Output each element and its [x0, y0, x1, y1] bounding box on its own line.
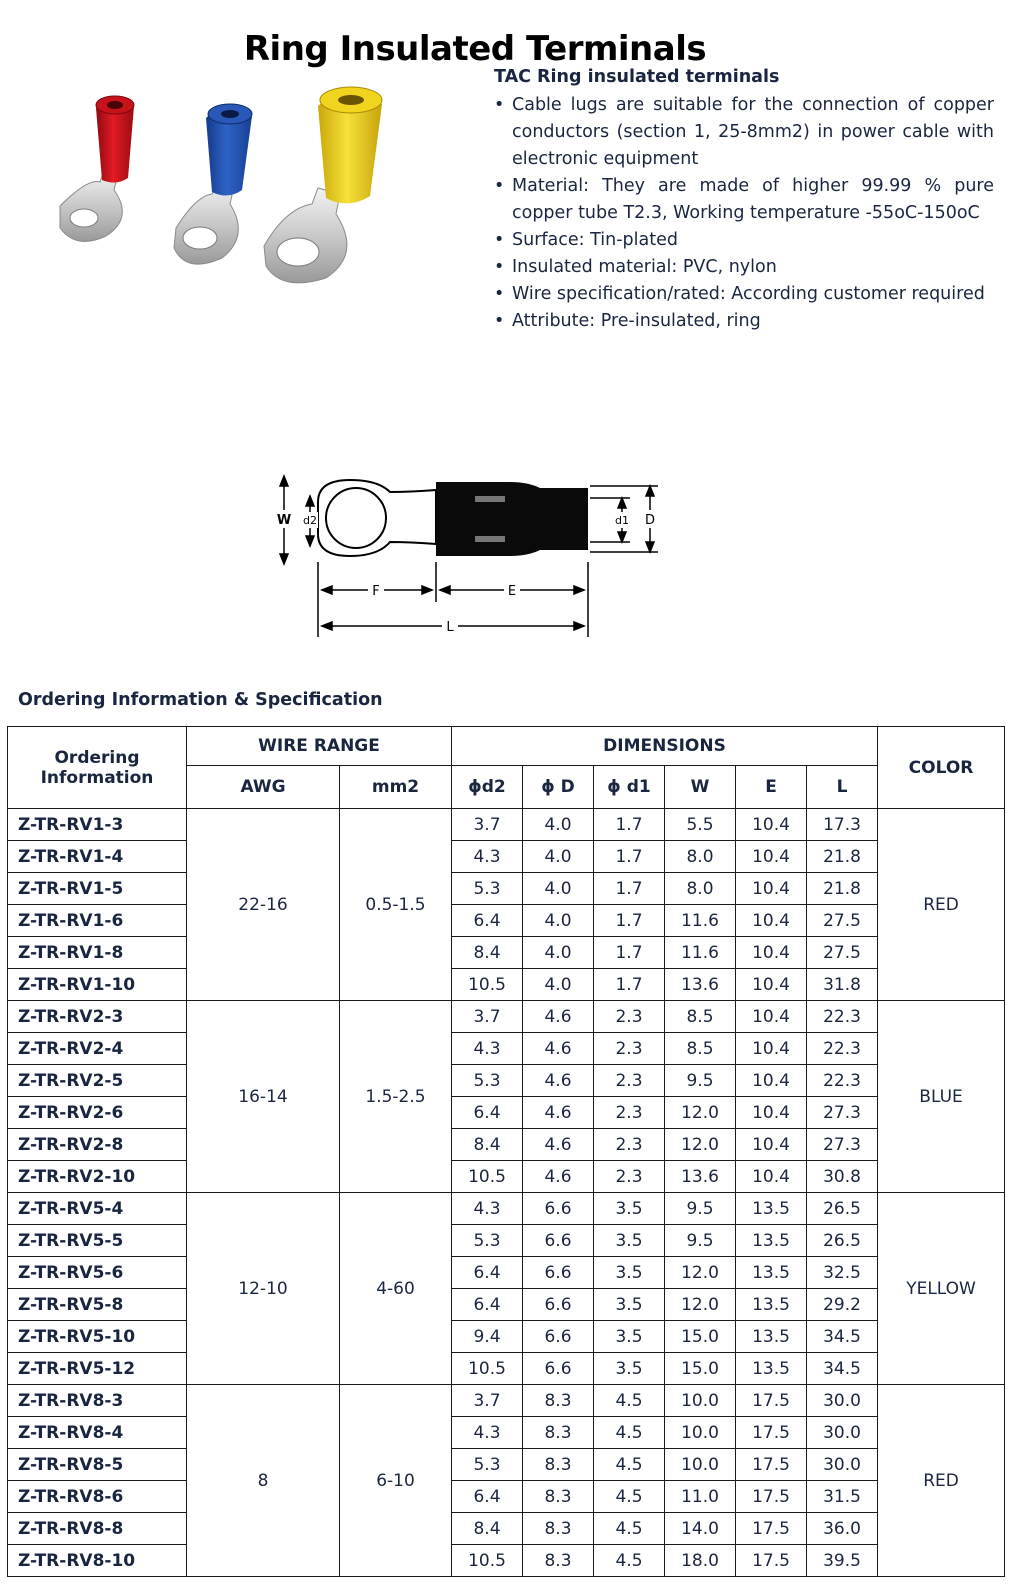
table-row — [8, 1001, 1005, 1033]
dim-d1-cell: 3.5 — [594, 1257, 665, 1289]
ordering-code: Z-TR-RV8-5 — [8, 1449, 187, 1481]
dim-L-cell: 31.8 — [807, 969, 878, 1001]
dim-d1-cell: 1.7 — [594, 873, 665, 905]
ordering-code: Z-TR-RV8-8 — [8, 1513, 187, 1545]
dim-d1-cell: 3.5 — [594, 1353, 665, 1385]
dim-D-cell: 4.0 — [523, 905, 594, 937]
dim-d1-cell: 1.7 — [594, 809, 665, 841]
ordering-code: Z-TR-RV5-8 — [8, 1289, 187, 1321]
dim-L-cell: 21.8 — [807, 873, 878, 905]
dim-L-cell: 34.5 — [807, 1321, 878, 1353]
dim-L-cell: 29.2 — [807, 1289, 878, 1321]
dim-L-cell: 17.3 — [807, 809, 878, 841]
dim-label-w: W — [276, 513, 292, 528]
dim-label-d2: d2 — [303, 514, 317, 527]
dim-label-L: L — [446, 620, 454, 635]
dim-L-cell: 22.3 — [807, 1065, 878, 1097]
header-ordering: Ordering Information — [8, 727, 187, 809]
table-row — [8, 1225, 1005, 1257]
dim-W-cell: 10.0 — [665, 1417, 736, 1449]
dim-E-cell: 10.4 — [736, 969, 807, 1001]
dim-W-cell: 10.0 — [665, 1449, 736, 1481]
ordering-code: Z-TR-RV2-6 — [8, 1097, 187, 1129]
feature-item: • Material: They are made of higher 99.99 % pure copper tube T2.3, Working temperature -55oC-150oC — [494, 173, 994, 227]
dim-d1-cell: 4.5 — [594, 1513, 665, 1545]
dim-E-cell: 17.5 — [736, 1513, 807, 1545]
dim-d2-cell: 10.5 — [452, 969, 523, 1001]
dim-D-cell: 4.0 — [523, 937, 594, 969]
ordering-code: Z-TR-RV2-10 — [8, 1161, 187, 1193]
table-row — [8, 873, 1005, 905]
dim-d2-cell: 4.3 — [452, 1193, 523, 1225]
ordering-code: Z-TR-RV2-3 — [8, 1001, 187, 1033]
header-awg: AWG — [187, 766, 340, 809]
dim-D-cell: 4.6 — [523, 1129, 594, 1161]
dim-E-cell: 10.4 — [736, 1065, 807, 1097]
header-D: ϕ D — [523, 766, 594, 809]
dim-d1-cell: 4.5 — [594, 1545, 665, 1577]
dim-D-cell: 4.6 — [523, 1033, 594, 1065]
ordering-code: Z-TR-RV1-5 — [8, 873, 187, 905]
dim-E-cell: 10.4 — [736, 937, 807, 969]
dim-D-cell: 6.6 — [523, 1289, 594, 1321]
dim-W-cell: 13.6 — [665, 1161, 736, 1193]
dim-E-cell: 10.4 — [736, 1129, 807, 1161]
header-dimensions: DIMENSIONS — [452, 727, 878, 766]
dim-W-cell: 13.6 — [665, 969, 736, 1001]
color-cell: BLUE — [878, 1001, 1005, 1193]
dim-d2-cell: 8.4 — [452, 1513, 523, 1545]
dim-d1-cell: 4.5 — [594, 1449, 665, 1481]
ordering-code: Z-TR-RV8-3 — [8, 1385, 187, 1417]
dim-d1-cell: 2.3 — [594, 1065, 665, 1097]
dim-E-cell: 13.5 — [736, 1353, 807, 1385]
table-row — [8, 1481, 1005, 1513]
dim-W-cell: 11.0 — [665, 1481, 736, 1513]
ordering-code: Z-TR-RV2-4 — [8, 1033, 187, 1065]
dim-D-cell: 8.3 — [523, 1481, 594, 1513]
dim-W-cell: 10.0 — [665, 1385, 736, 1417]
dim-L-cell: 32.5 — [807, 1257, 878, 1289]
dimension-drawing — [270, 462, 670, 647]
dim-d2-cell: 5.3 — [452, 1449, 523, 1481]
dim-W-cell: 8.0 — [665, 841, 736, 873]
dim-E-cell: 10.4 — [736, 1001, 807, 1033]
dim-L-cell: 21.8 — [807, 841, 878, 873]
dim-W-cell: 18.0 — [665, 1545, 736, 1577]
dim-E-cell: 10.4 — [736, 1161, 807, 1193]
dim-d1-cell: 3.5 — [594, 1193, 665, 1225]
table-row — [8, 1193, 1005, 1225]
dim-D-cell: 4.6 — [523, 1001, 594, 1033]
dim-W-cell: 12.0 — [665, 1289, 736, 1321]
ordering-code: Z-TR-RV1-8 — [8, 937, 187, 969]
dim-d1-cell: 1.7 — [594, 969, 665, 1001]
dim-label-E: E — [507, 584, 517, 599]
feature-item: • Surface: Tin-plated — [494, 227, 994, 254]
dim-L-cell: 30.8 — [807, 1161, 878, 1193]
table-row — [8, 1065, 1005, 1097]
dim-L-cell: 30.0 — [807, 1417, 878, 1449]
dim-d2-cell: 6.4 — [452, 1481, 523, 1513]
table-row — [8, 1097, 1005, 1129]
spec-table — [7, 726, 1005, 1577]
dim-d2-cell: 9.4 — [452, 1321, 523, 1353]
dim-d2-cell: 10.5 — [452, 1353, 523, 1385]
dim-label-F: F — [372, 584, 380, 599]
dim-E-cell: 17.5 — [736, 1417, 807, 1449]
dim-D-cell: 6.6 — [523, 1257, 594, 1289]
dim-d1-cell: 1.7 — [594, 905, 665, 937]
dim-E-cell: 13.5 — [736, 1193, 807, 1225]
color-cell: RED — [878, 1385, 1005, 1577]
dim-E-cell: 10.4 — [736, 809, 807, 841]
dim-d1-cell: 2.3 — [594, 1129, 665, 1161]
ordering-code: Z-TR-RV1-3 — [8, 809, 187, 841]
table-row — [8, 937, 1005, 969]
product-photo — [36, 78, 456, 293]
dim-d2-cell: 4.3 — [452, 1033, 523, 1065]
table-row — [8, 905, 1005, 937]
dim-d1-cell: 1.7 — [594, 841, 665, 873]
dim-D-cell: 6.6 — [523, 1353, 594, 1385]
dim-d1-cell: 4.5 — [594, 1385, 665, 1417]
dim-d1-cell: 4.5 — [594, 1417, 665, 1449]
table-row — [8, 1417, 1005, 1449]
ordering-code: Z-TR-RV2-5 — [8, 1065, 187, 1097]
dim-W-cell: 15.0 — [665, 1321, 736, 1353]
blue-terminal — [174, 104, 252, 264]
header-L: L — [807, 766, 878, 809]
header-wire-range: WIRE RANGE — [187, 727, 452, 766]
ordering-code: Z-TR-RV5-6 — [8, 1257, 187, 1289]
dim-d2-cell: 4.3 — [452, 1417, 523, 1449]
dim-W-cell: 9.5 — [665, 1193, 736, 1225]
dim-D-cell: 6.6 — [523, 1321, 594, 1353]
dim-d2-cell: 5.3 — [452, 1225, 523, 1257]
dim-E-cell: 13.5 — [736, 1321, 807, 1353]
dim-D-cell: 4.6 — [523, 1161, 594, 1193]
awg-cell: 12-10 — [187, 1193, 340, 1385]
dim-E-cell: 10.4 — [736, 1033, 807, 1065]
dim-d2-cell: 8.4 — [452, 1129, 523, 1161]
dim-E-cell: 10.4 — [736, 905, 807, 937]
dim-W-cell: 11.6 — [665, 937, 736, 969]
dim-D-cell: 8.3 — [523, 1513, 594, 1545]
feature-item: • Attribute: Pre-insulated, ring — [494, 308, 994, 335]
header-d2: ϕd2 — [452, 766, 523, 809]
header-E: E — [736, 766, 807, 809]
table-row — [8, 1257, 1005, 1289]
red-terminal — [60, 96, 134, 241]
awg-cell: 16-14 — [187, 1001, 340, 1193]
feature-item: • Insulated material: PVC, nylon — [494, 254, 994, 281]
dim-W-cell: 8.5 — [665, 1001, 736, 1033]
dim-W-cell: 12.0 — [665, 1257, 736, 1289]
product-description — [494, 64, 994, 335]
ordering-code: Z-TR-RV5-4 — [8, 1193, 187, 1225]
mm2-cell: 6-10 — [340, 1385, 452, 1577]
dim-E-cell: 10.4 — [736, 841, 807, 873]
dim-d2-cell: 3.7 — [452, 1385, 523, 1417]
dim-d2-cell: 6.4 — [452, 1097, 523, 1129]
dim-L-cell: 27.3 — [807, 1097, 878, 1129]
description-heading: TAC Ring insulated terminals — [494, 67, 780, 87]
table-row — [8, 969, 1005, 1001]
dim-E-cell: 13.5 — [736, 1257, 807, 1289]
feature-list — [494, 92, 994, 335]
table-row — [8, 1513, 1005, 1545]
mm2-cell: 4-60 — [340, 1193, 452, 1385]
dim-L-cell: 22.3 — [807, 1033, 878, 1065]
dim-D-cell: 8.3 — [523, 1385, 594, 1417]
feature-item: • Cable lugs are suitable for the connection of copper conductors (section 1, 25-8mm2) in power cable with electronic equipment — [494, 92, 994, 173]
table-row — [8, 809, 1005, 841]
table-row — [8, 1033, 1005, 1065]
dim-E-cell: 13.5 — [736, 1225, 807, 1257]
dim-W-cell: 12.0 — [665, 1129, 736, 1161]
table-row — [8, 1353, 1005, 1385]
dim-E-cell: 10.4 — [736, 1097, 807, 1129]
awg-cell: 22-16 — [187, 809, 340, 1001]
table-row — [8, 1161, 1005, 1193]
dim-L-cell: 27.3 — [807, 1129, 878, 1161]
dim-W-cell: 9.5 — [665, 1065, 736, 1097]
dim-d2-cell: 3.7 — [452, 809, 523, 841]
table-row — [8, 1545, 1005, 1577]
dim-d2-cell: 6.4 — [452, 1257, 523, 1289]
dim-D-cell: 8.3 — [523, 1545, 594, 1577]
dim-d1-cell: 3.5 — [594, 1289, 665, 1321]
ordering-code: Z-TR-RV8-4 — [8, 1417, 187, 1449]
dim-d2-cell: 10.5 — [452, 1545, 523, 1577]
table-row — [8, 1449, 1005, 1481]
table-row — [8, 841, 1005, 873]
dim-d2-cell: 5.3 — [452, 1065, 523, 1097]
dim-d1-cell: 1.7 — [594, 937, 665, 969]
dim-E-cell: 17.5 — [736, 1481, 807, 1513]
dim-L-cell: 36.0 — [807, 1513, 878, 1545]
dim-label-d1: d1 — [615, 514, 629, 527]
ordering-code: Z-TR-RV5-10 — [8, 1321, 187, 1353]
dim-d1-cell: 3.5 — [594, 1225, 665, 1257]
dim-d1-cell: 3.5 — [594, 1321, 665, 1353]
dim-W-cell: 8.5 — [665, 1033, 736, 1065]
dim-L-cell: 39.5 — [807, 1545, 878, 1577]
table-row — [8, 1385, 1005, 1417]
dim-d2-cell: 5.3 — [452, 873, 523, 905]
header-d1: ϕ d1 — [594, 766, 665, 809]
ordering-code: Z-TR-RV2-8 — [8, 1129, 187, 1161]
dim-D-cell: 8.3 — [523, 1449, 594, 1481]
ordering-code: Z-TR-RV1-10 — [8, 969, 187, 1001]
dim-E-cell: 17.5 — [736, 1385, 807, 1417]
dim-d2-cell: 6.4 — [452, 1289, 523, 1321]
dim-d2-cell: 4.3 — [452, 841, 523, 873]
color-cell: YELLOW — [878, 1193, 1005, 1385]
dim-W-cell: 14.0 — [665, 1513, 736, 1545]
dim-L-cell: 22.3 — [807, 1001, 878, 1033]
dim-d2-cell: 6.4 — [452, 905, 523, 937]
page-title: Ring Insulated Terminals — [243, 28, 707, 69]
dim-D-cell: 4.6 — [523, 1065, 594, 1097]
spec-table-body — [8, 809, 1005, 1577]
ordering-code: Z-TR-RV1-4 — [8, 841, 187, 873]
dim-D-cell: 4.0 — [523, 969, 594, 1001]
dim-d2-cell: 3.7 — [452, 1001, 523, 1033]
dim-d1-cell: 4.5 — [594, 1481, 665, 1513]
feature-item: • Wire specification/rated: According customer required — [494, 281, 994, 308]
dim-E-cell: 17.5 — [736, 1449, 807, 1481]
dim-W-cell: 9.5 — [665, 1225, 736, 1257]
ordering-code: Z-TR-RV5-5 — [8, 1225, 187, 1257]
dim-L-cell: 27.5 — [807, 937, 878, 969]
dim-D-cell: 6.6 — [523, 1225, 594, 1257]
dim-W-cell: 15.0 — [665, 1353, 736, 1385]
dim-L-cell: 34.5 — [807, 1353, 878, 1385]
dim-d1-cell: 2.3 — [594, 1161, 665, 1193]
table-row — [8, 1289, 1005, 1321]
dim-d1-cell: 2.3 — [594, 1097, 665, 1129]
dim-W-cell: 8.0 — [665, 873, 736, 905]
dim-L-cell: 26.5 — [807, 1193, 878, 1225]
dim-L-cell: 30.0 — [807, 1449, 878, 1481]
mm2-cell: 0.5-1.5 — [340, 809, 452, 1001]
table-row — [8, 1321, 1005, 1353]
dim-label-D: D — [644, 513, 656, 528]
dim-L-cell: 27.5 — [807, 905, 878, 937]
dim-E-cell: 10.4 — [736, 873, 807, 905]
color-cell: RED — [878, 809, 1005, 1001]
dim-D-cell: 4.0 — [523, 873, 594, 905]
header-W: W — [665, 766, 736, 809]
mm2-cell: 1.5-2.5 — [340, 1001, 452, 1193]
dim-d2-cell: 10.5 — [452, 1161, 523, 1193]
yellow-terminal — [264, 87, 382, 283]
dim-E-cell: 13.5 — [736, 1289, 807, 1321]
ordering-code: Z-TR-RV8-6 — [8, 1481, 187, 1513]
dim-D-cell: 4.6 — [523, 1097, 594, 1129]
dim-D-cell: 8.3 — [523, 1417, 594, 1449]
dim-W-cell: 5.5 — [665, 809, 736, 841]
dim-D-cell: 6.6 — [523, 1193, 594, 1225]
dim-W-cell: 12.0 — [665, 1097, 736, 1129]
dim-d1-cell: 2.3 — [594, 1001, 665, 1033]
table-row — [8, 1129, 1005, 1161]
dim-d1-cell: 2.3 — [594, 1033, 665, 1065]
dim-L-cell: 31.5 — [807, 1481, 878, 1513]
ordering-code: Z-TR-RV1-6 — [8, 905, 187, 937]
awg-cell: 8 — [187, 1385, 340, 1577]
ordering-code: Z-TR-RV5-12 — [8, 1353, 187, 1385]
dim-D-cell: 4.0 — [523, 809, 594, 841]
dim-d2-cell: 8.4 — [452, 937, 523, 969]
section-title: Ordering Information & Specification — [18, 690, 383, 710]
header-mm2: mm2 — [340, 766, 452, 809]
dim-L-cell: 30.0 — [807, 1385, 878, 1417]
dim-E-cell: 17.5 — [736, 1545, 807, 1577]
dim-D-cell: 4.0 — [523, 841, 594, 873]
dim-W-cell: 11.6 — [665, 905, 736, 937]
ordering-code: Z-TR-RV8-10 — [8, 1545, 187, 1577]
header-color: COLOR — [878, 727, 1005, 809]
dim-L-cell: 26.5 — [807, 1225, 878, 1257]
